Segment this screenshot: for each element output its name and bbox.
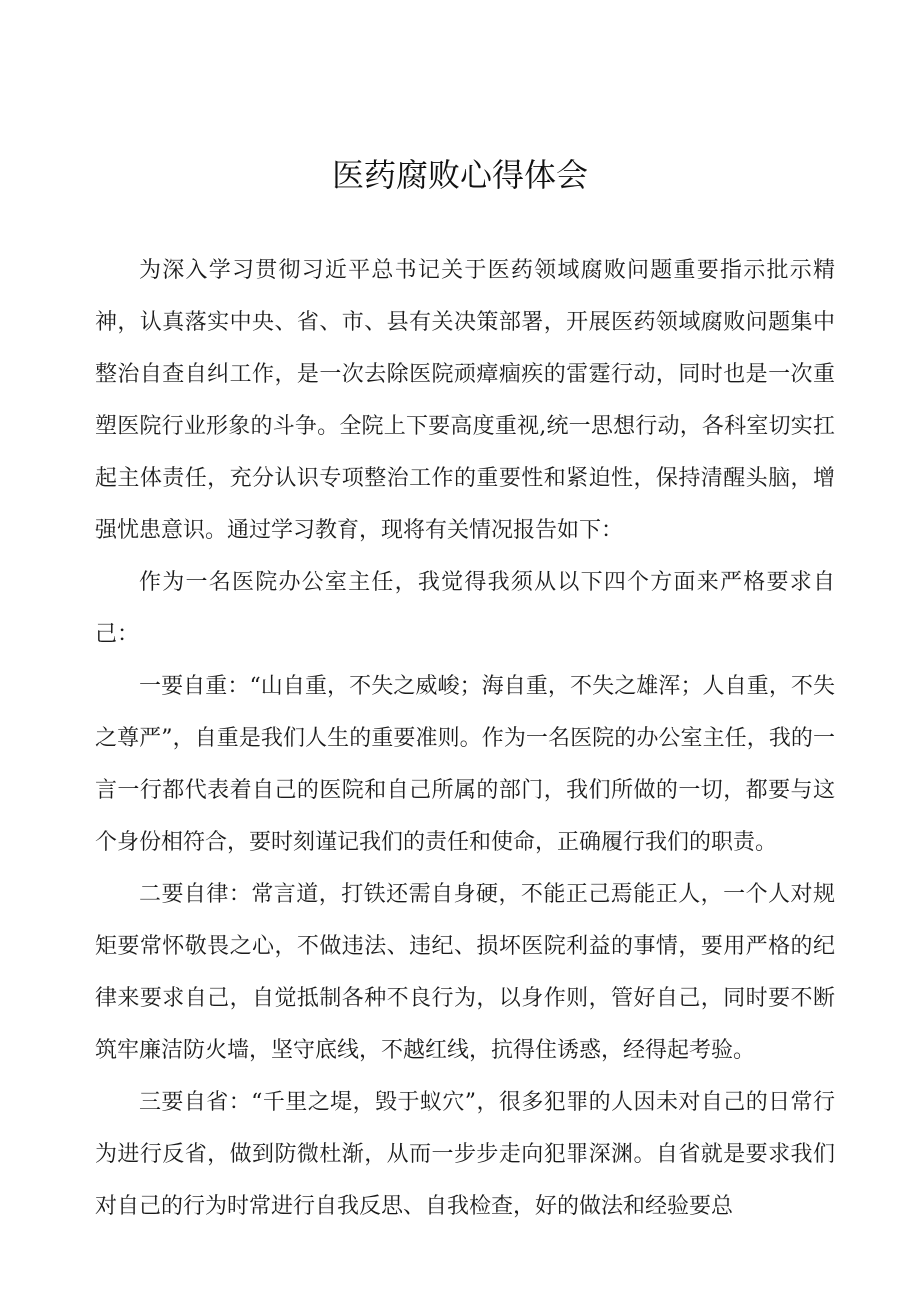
paragraph-self-discipline: 二要自律：常言道，打铁还需自身硬，不能正己焉能正人，一个人对规矩要常怀敬畏之心，不做违法、违纪、损坏医院利益的事情，要用严格的纪律来要求自己，自觉抵制各种不良行为，以身作则，管好自己，同时要不断筑牢廉洁防火墙，坚守底线，不越红线，抗得住诱惑，经得起考验。	[95, 882, 835, 1063]
paragraph-self-respect: 一要自重：“山自重，不失之威峻；海自重，不失之雄浑；人自重，不失之尊严”，自重是我们人生的重要准则。作为一名医院的办公室主任，我的一言一行都代表着自己的医院和自己所属的部门，我们所做的一切，都要与这个身份相符合，要时刻谨记我们的责任和使命，正确履行我们的职责。	[95, 674, 835, 855]
paragraph-role-statement: 作为一名医院办公室主任，我觉得我须从以下四个方面来严格要求自己：	[95, 570, 835, 647]
document-title: 医药腐败心得体会	[331, 156, 588, 194]
paragraph-intro: 为深入学习贯彻习近平总书记关于医药领域腐败问题重要指示批示精神，认真落实中央、省、市、县有关决策部署，开展医药领域腐败问题集中整治自查自纠工作，是一次去除医院顽瘴痼疾的雷霆行动，同时也是一次重塑医院行业形象的斗争。全院上下要高度重视,统一思想行动，各科室切实扛起主体责任，充分认识专项整治工作的重要性和紧迫性，保持清醒头脑，增强忧患意识。通过学习教育，现将有关情况报告如下：	[95, 258, 835, 543]
paragraph-self-reflection: 三要自省：“千里之堤，毁于蚁穴”，很多犯罪的人因未对自己的日常行为进行反省，做到防微杜渐，从而一步步走向犯罪深渊。自省就是要求我们对自己的行为时常进行自我反思、自我检查，好的做法和经验要总	[95, 1090, 835, 1219]
document-body	[95, 245, 835, 1233]
